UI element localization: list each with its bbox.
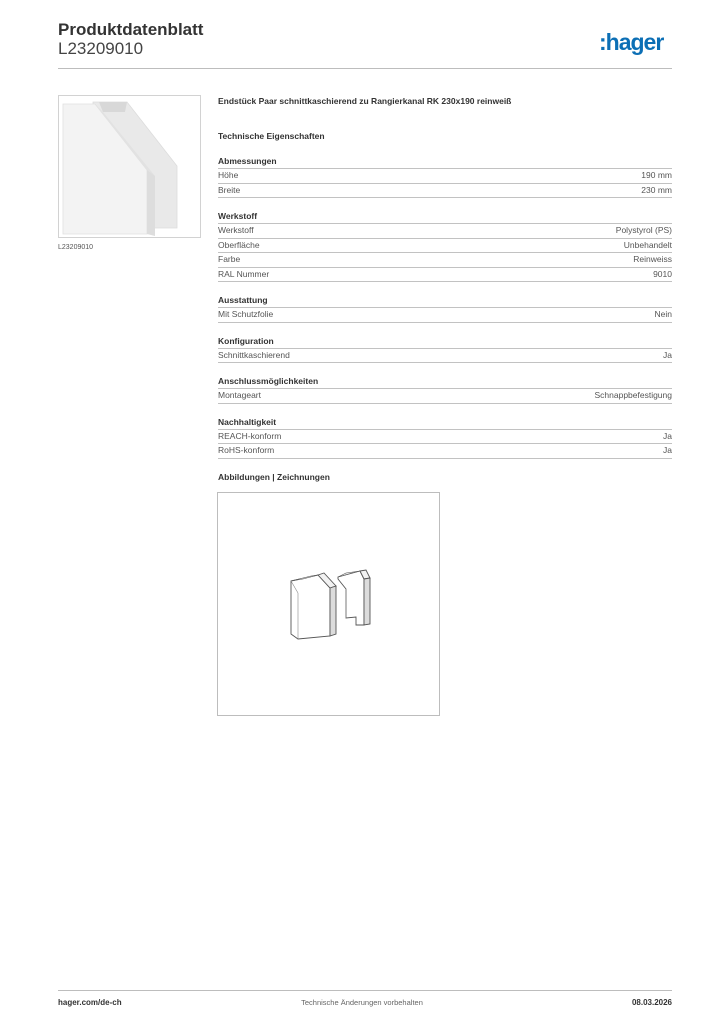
spec-label: Mit Schutzfolie — [218, 309, 274, 319]
spec-label: RoHS-konform — [218, 445, 275, 455]
end-piece-photo — [59, 96, 200, 237]
spec-section — [218, 155, 672, 198]
section-heading: Anschlussmöglichkeiten — [218, 375, 672, 389]
product-title: Endstück Paar schnittkaschierend zu Rangierkanal RK 230x190 reinweiß — [218, 96, 512, 106]
section-heading: Werkstoff — [218, 210, 672, 224]
figures-heading: Abbildungen | Zeichnungen — [218, 472, 330, 482]
spec-row — [218, 253, 672, 268]
footer-divider — [58, 990, 672, 991]
spec-section — [218, 375, 672, 404]
section-heading: Abmessungen — [218, 155, 672, 169]
logo-wordmark: :hager — [599, 29, 664, 55]
spec-value: Polystyrol (PS) — [615, 225, 672, 235]
product-thumbnail — [58, 95, 201, 238]
spec-row — [218, 224, 672, 239]
spec-section — [218, 294, 672, 323]
page-title: Produktdatenblatt — [58, 20, 204, 39]
spec-value: Schnappbefestigung — [594, 390, 672, 400]
spec-value: Ja — [663, 430, 672, 441]
spec-value: 9010 — [653, 268, 672, 279]
spec-value: Reinweiss — [633, 254, 672, 264]
spec-label: Montageart — [218, 390, 261, 400]
spec-row — [218, 444, 672, 459]
spec-label: Höhe — [218, 170, 239, 180]
spec-value: 230 mm — [641, 184, 672, 195]
section-heading: Ausstattung — [218, 294, 672, 308]
end-piece-drawing — [218, 493, 439, 715]
spec-label: Werkstoff — [218, 225, 254, 235]
spec-label: Breite — [218, 184, 241, 195]
drawing-frame — [217, 492, 440, 716]
spec-row — [218, 430, 672, 445]
product-code: L23209010 — [58, 39, 144, 58]
header-divider — [58, 68, 672, 69]
spec-row — [218, 349, 672, 364]
footer-notice: Technische Änderungen vorbehalten — [301, 998, 423, 1007]
section-heading: Konfiguration — [218, 335, 672, 349]
spec-value: Unbehandelt — [623, 239, 672, 250]
thumbnail-caption: L23209010 — [58, 244, 94, 251]
spec-value: Ja — [663, 445, 672, 455]
spec-value: Nein — [654, 309, 672, 319]
specifications — [218, 94, 672, 459]
spec-label: RAL Nummer — [218, 268, 270, 279]
spec-section — [218, 416, 672, 459]
spec-label: REACH-konform — [218, 430, 282, 441]
spec-label: Schnittkaschierend — [218, 349, 290, 360]
spec-row — [218, 169, 672, 184]
spec-value: Ja — [663, 349, 672, 360]
spec-row — [218, 184, 672, 199]
spec-row — [218, 268, 672, 283]
spec-sections — [218, 155, 672, 459]
spec-label: Farbe — [218, 254, 241, 264]
spec-value: 190 mm — [641, 170, 672, 180]
section-heading: Nachhaltigkeit — [218, 416, 672, 430]
spec-row — [218, 239, 672, 254]
spec-row — [218, 389, 672, 404]
spec-label: Oberfläche — [218, 239, 260, 250]
footer-date: 08.03.2026 — [631, 998, 672, 1007]
technical-properties-heading: Technische Eigenschaften — [218, 131, 325, 141]
spec-row — [218, 308, 672, 323]
footer-website-link[interactable]: hager.com/de-ch — [58, 998, 122, 1007]
spec-section — [218, 335, 672, 364]
spec-section — [218, 210, 672, 282]
